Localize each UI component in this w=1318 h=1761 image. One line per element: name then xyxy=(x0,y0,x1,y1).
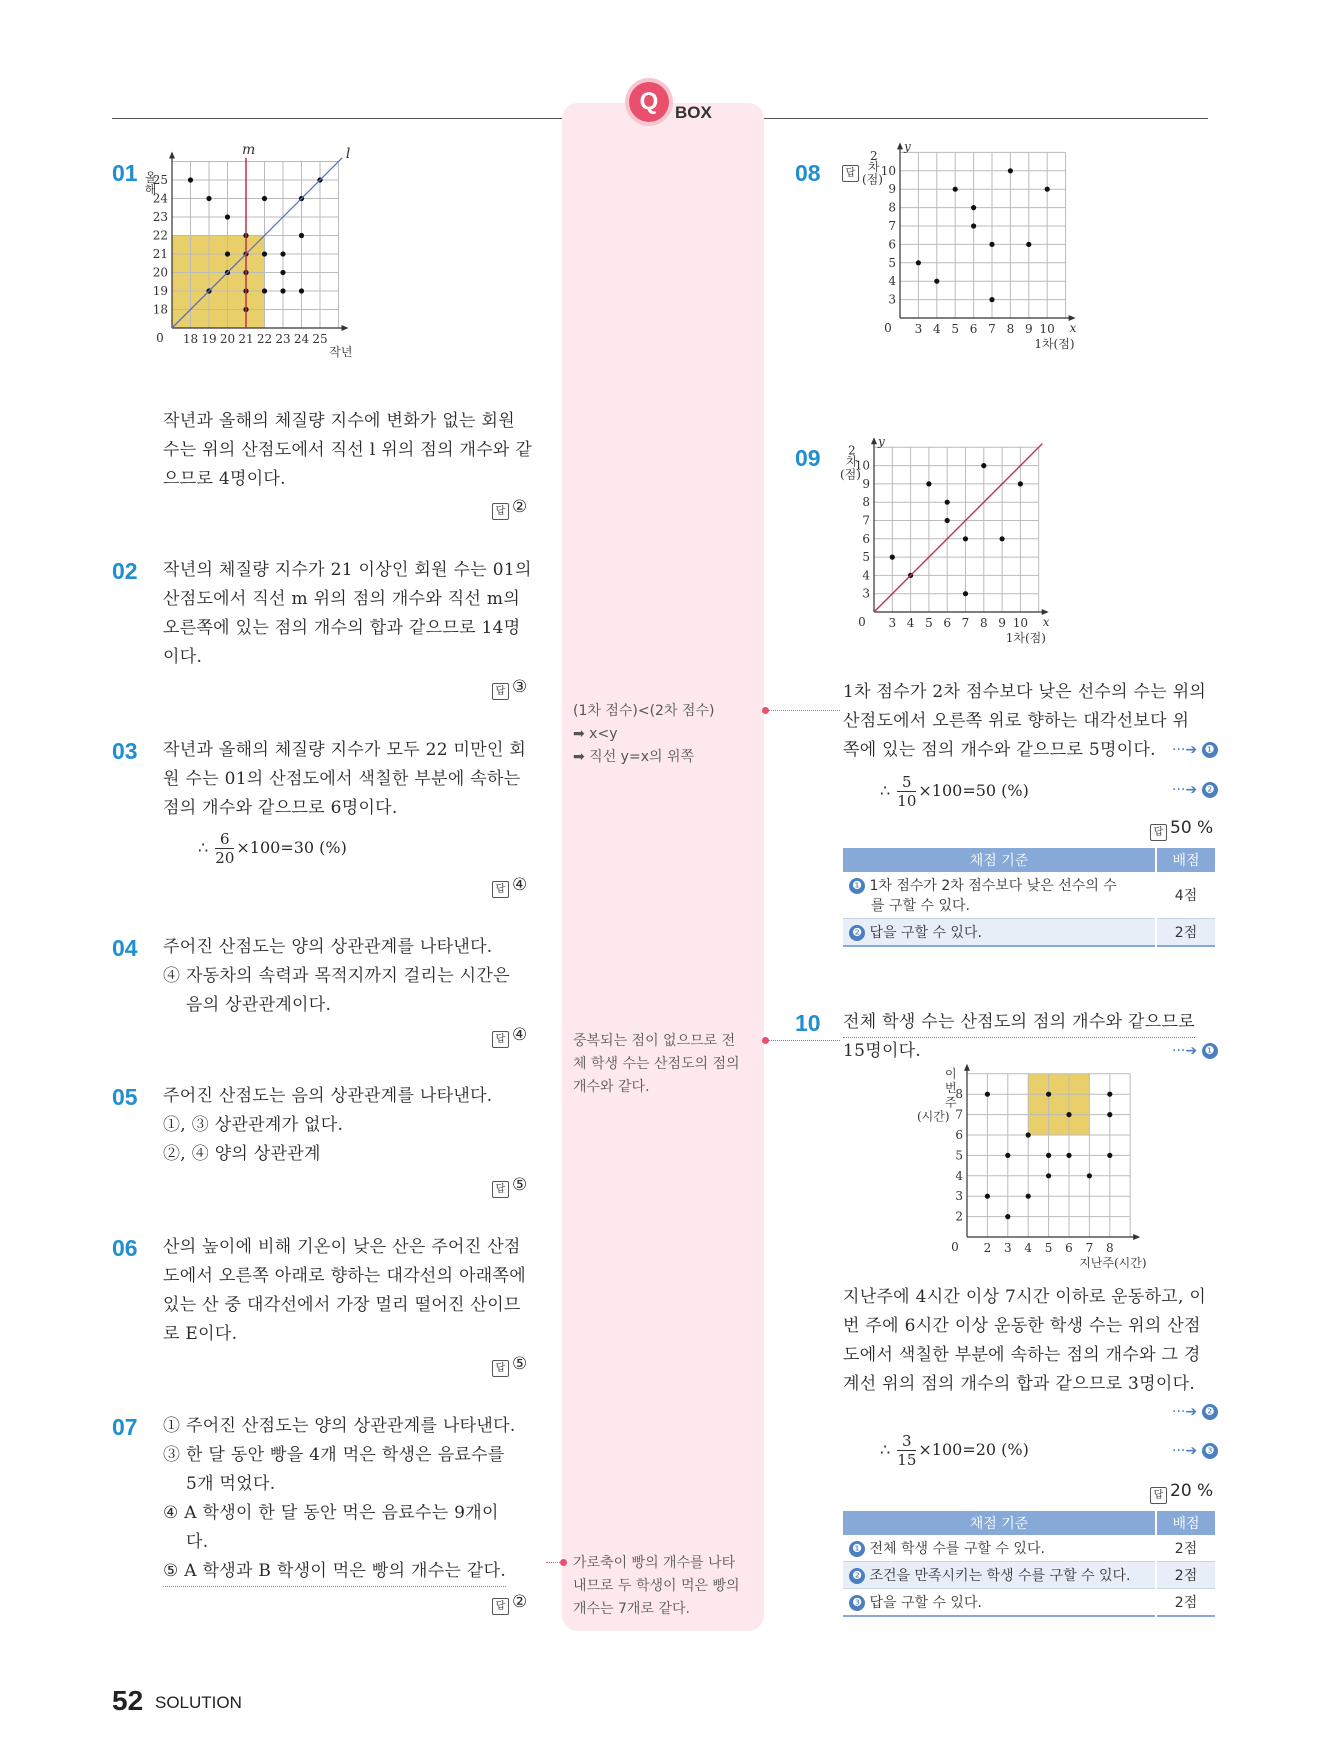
x-tick-label: 10 xyxy=(1039,322,1055,336)
x-axis-arrow-icon xyxy=(1133,1234,1140,1240)
data-point xyxy=(1018,481,1023,486)
y-tick-label: 6 xyxy=(955,1128,963,1142)
y-variable-label: y xyxy=(878,434,885,449)
y-tick-label: 21 xyxy=(152,247,168,261)
x-tick-label: 7 xyxy=(988,322,996,336)
qbox-q-badge: Q xyxy=(629,82,669,122)
problem-04-number: 04 xyxy=(112,935,138,961)
qbox-panel xyxy=(562,103,764,1631)
chart-01-scatter xyxy=(143,141,420,400)
x-tick-label: 4 xyxy=(906,616,915,630)
x-tick-label: 5 xyxy=(925,616,933,630)
score-table-10-row2-text: ❷ 조건을 만족시키는 학생 수를 구할 수 있다. xyxy=(843,1562,1156,1589)
y-axis-arrow-icon xyxy=(169,152,175,159)
problem-09-line2: 산점도에서 오른쪽 위로 향하는 대각선보다 위 xyxy=(843,711,1190,731)
qbox-note-2 xyxy=(573,1030,740,1099)
y-tick-label: 7 xyxy=(862,513,870,528)
problem-10-line3: 지난주에 4시간 이상 7시간 이하로 운동하고, 이 xyxy=(843,1287,1207,1307)
score-table-09-head-points: 배점 xyxy=(1156,848,1215,872)
data-point xyxy=(280,270,285,275)
x-axis-label: 1차(점) xyxy=(1034,337,1075,351)
problem-09-line3: 쪽에 있는 점의 개수와 같으므로 5명이다. xyxy=(843,740,1156,760)
y-tick-label: 7 xyxy=(888,219,896,233)
data-point xyxy=(989,297,994,302)
data-point xyxy=(1107,1092,1112,1097)
problem-07-line1: ① 주어진 산점도는 양의 상관관계를 나타낸다. xyxy=(163,1416,516,1436)
x-tick-label: 23 xyxy=(275,332,291,346)
y-tick-label: 22 xyxy=(152,228,168,243)
data-point xyxy=(945,500,950,505)
y-tick-label: 19 xyxy=(152,284,168,298)
y-tick-label: 2 xyxy=(955,1209,963,1224)
data-point xyxy=(1005,1153,1010,1158)
qbox-label: BOX xyxy=(675,103,712,122)
data-point xyxy=(971,205,976,210)
x-tick-label: 8 xyxy=(979,616,988,630)
answer-mark-icon: 답 xyxy=(492,1181,509,1198)
y-tick-label: 10 xyxy=(854,458,870,473)
data-point xyxy=(188,177,193,182)
x-tick-label: 18 xyxy=(182,332,199,346)
answer-mark-icon: 답 xyxy=(492,1031,509,1048)
data-point xyxy=(985,1194,990,1199)
qbox-note-2-line1: 중복되는 점이 없으므로 전 xyxy=(573,1033,736,1049)
data-point xyxy=(934,279,939,284)
problem-04-answer: 답 ④ xyxy=(492,1025,527,1048)
data-point xyxy=(1026,1132,1031,1137)
footer-label: SOLUTION xyxy=(155,1693,242,1712)
problem-10-step2-marker: ···➔ ❷ xyxy=(1172,1404,1218,1420)
data-point xyxy=(916,260,921,265)
qbox-note-1 xyxy=(573,700,714,769)
x-tick-label: 6 xyxy=(1065,1241,1073,1255)
chart-09-scatter xyxy=(832,434,1082,675)
problem-07-line2: ③ 한 달 동안 빵을 4개 먹은 학생은 음료수를 xyxy=(163,1445,505,1465)
y-axis-label-1: 이 xyxy=(945,1066,957,1081)
score-table-10-head-points: 배점 xyxy=(1156,1511,1215,1535)
y-tick-label: 8 xyxy=(955,1087,963,1102)
problem-07-line3: 5개 먹었다. xyxy=(186,1474,276,1494)
x-tick-label: 19 xyxy=(201,332,217,346)
problem-05-line1: 주어진 산점도는 음의 상관관계를 나타낸다. xyxy=(163,1086,493,1106)
shaded-region xyxy=(1028,1074,1089,1135)
y-tick-label: 4 xyxy=(955,1168,963,1183)
qbox-note-3-connector xyxy=(546,1562,560,1563)
data-point xyxy=(1107,1153,1112,1158)
score-table-09-head-criteria: 채점 기준 xyxy=(843,848,1156,872)
y-axis-arrow-icon xyxy=(871,437,877,444)
y-tick-label: 4 xyxy=(888,274,896,289)
header-rule-left xyxy=(112,118,564,119)
problem-07-line4: ④ A 학생이 한 달 동안 먹은 음료수는 9개이 xyxy=(163,1503,499,1523)
problem-10-line6: 계선 위의 점의 개수의 합과 같으므로 3명이다. xyxy=(843,1374,1196,1394)
problem-07-line6: ⑤ A 학생과 B 학생이 먹은 빵의 개수는 같다. xyxy=(163,1557,506,1587)
qbox-note-2-connector xyxy=(768,1040,840,1041)
data-point xyxy=(1107,1112,1112,1117)
x-tick-label: 10 xyxy=(1012,616,1029,630)
y-tick-label: 3 xyxy=(955,1189,963,1204)
data-point xyxy=(1026,242,1031,247)
problem-08-answer-mark-icon: 답 xyxy=(842,165,859,182)
y-tick-label: 3 xyxy=(862,586,870,601)
x-tick-label: 8 xyxy=(1006,322,1015,336)
problem-05-answer: 답 ⑤ xyxy=(492,1175,527,1198)
origin-label: 0 xyxy=(858,615,866,629)
y-axis-label-3: (점) xyxy=(840,467,861,482)
qbox-note-1-line1: (1차 점수)<(2차 점수) xyxy=(573,703,715,719)
origin-label: 0 xyxy=(884,321,892,335)
y-axis-label-3: (점) xyxy=(862,172,883,187)
y-tick-label: 9 xyxy=(888,182,896,197)
y-axis-label-3: 주 xyxy=(945,1095,957,1110)
x-tick-label: 7 xyxy=(961,616,970,630)
data-point xyxy=(299,233,304,238)
line-l-label: l xyxy=(345,146,351,163)
score-table-10-row1-points: 2점 xyxy=(1156,1535,1215,1562)
answer-mark-icon: 답 xyxy=(492,503,509,520)
x-tick-label: 25 xyxy=(312,332,328,346)
data-point xyxy=(262,288,267,293)
data-point xyxy=(945,518,950,523)
qbox-note-3 xyxy=(573,1552,740,1621)
y-axis-arrow-icon xyxy=(964,1064,970,1071)
data-point xyxy=(985,1092,990,1097)
x-tick-label: 6 xyxy=(943,616,952,630)
data-point xyxy=(225,251,230,256)
data-point xyxy=(1045,187,1050,192)
data-point xyxy=(1000,536,1005,541)
problem-05-number: 05 xyxy=(112,1084,138,1110)
problem-09-number: 09 xyxy=(795,445,821,471)
x-tick-label: 5 xyxy=(951,322,960,336)
score-table-10 xyxy=(843,1511,1215,1617)
y-variable-label: y xyxy=(904,139,911,154)
problem-10-line5: 도에서 색칠한 부분에 속하는 점의 개수와 그 경 xyxy=(843,1345,1201,1365)
problem-02-text: 작년의 체질량 지수가 21 이상인 회원 수는 01의 산점도에서 직선 m 위의 점의 개수와 직선 m의 오른쪽에 있는 점의 개수의 합과 같으므로 14명이다. xyxy=(163,560,532,667)
problem-06-number: 06 xyxy=(112,1235,138,1261)
x-axis-arrow-icon xyxy=(342,325,349,331)
data-point xyxy=(890,555,895,560)
answer-mark-icon: 답 xyxy=(492,1360,509,1377)
problem-02-answer: 답 ③ xyxy=(492,677,527,700)
problem-05-line2: ①, ③ 상관관계가 없다. xyxy=(163,1115,344,1135)
y-tick-label: 20 xyxy=(152,265,168,280)
data-point xyxy=(299,288,304,293)
answer-mark-icon: 답 xyxy=(1150,824,1167,841)
problem-10-line1: 전체 학생 수는 산점도의 점의 개수와 같으므로 xyxy=(843,1008,1195,1038)
data-point xyxy=(989,242,994,247)
problem-04-line2: ④ 자동차의 속력과 목적지까지 걸리는 시간은 xyxy=(163,966,510,986)
x-tick-label: 21 xyxy=(238,332,254,346)
score-table-10-row2-points: 2점 xyxy=(1156,1562,1215,1589)
data-point xyxy=(262,251,267,256)
y-tick-label: 3 xyxy=(888,292,896,307)
answer-mark-icon: 답 xyxy=(492,683,509,700)
data-point xyxy=(971,223,976,228)
y-axis-label-2: 번 xyxy=(945,1081,957,1096)
x-axis-label: 1차(점) xyxy=(1005,631,1046,645)
x-tick-label: 8 xyxy=(1105,1241,1114,1255)
y-tick-label: 8 xyxy=(862,495,870,510)
data-point xyxy=(1026,1194,1031,1199)
header-rule-right xyxy=(762,118,1208,119)
x-tick-label: 24 xyxy=(293,332,310,346)
y-tick-label: 6 xyxy=(888,237,896,252)
x-axis-label: 작년 xyxy=(329,345,353,359)
problem-09-line1: 1차 점수가 2차 점수보다 낮은 선수의 수는 위의 xyxy=(843,682,1207,702)
x-tick-label: 6 xyxy=(969,322,978,336)
x-tick-label: 5 xyxy=(1044,1241,1053,1255)
y-axis-label-1: 2 xyxy=(870,148,878,163)
problem-03-number: 03 xyxy=(112,738,138,764)
problem-04-line3: 음의 상관관계이다. xyxy=(186,995,332,1015)
y-tick-label: 18 xyxy=(152,302,168,317)
y-axis-label-2: 차 xyxy=(868,159,880,174)
x-tick-label: 4 xyxy=(932,322,941,336)
problem-09-step1-marker: ···➔ ❶ xyxy=(1172,742,1218,758)
problem-07-line5: 다. xyxy=(186,1532,209,1552)
data-point xyxy=(1066,1112,1071,1117)
problem-06-text: 산의 높이에 비해 기온이 낮은 산은 주어진 산점도에서 오른쪽 아래로 향하는 대각선의 아래쪽에 있는 산 중 대각선에서 가장 멀리 떨어진 산이므로 E이다. xyxy=(163,1237,526,1344)
y-tick-label: 5 xyxy=(955,1148,963,1163)
data-point xyxy=(225,214,230,219)
data-point xyxy=(280,288,285,293)
page-number: 52 xyxy=(112,1685,144,1716)
problem-01-text: 작년과 올해의 체질량 지수에 변화가 없는 회원 수는 위의 산점도에서 직선 l 위의 점의 개수와 같으므로 4명이다. xyxy=(163,411,533,489)
problem-04-line1: 주어진 산점도는 양의 상관관계를 나타낸다. xyxy=(163,937,493,957)
score-table-09-row1-text: ❶ 1차 점수가 2차 점수보다 낮은 선수의 수 를 구할 수 있다. xyxy=(843,872,1156,919)
data-point xyxy=(1046,1173,1051,1178)
y-tick-label: 9 xyxy=(862,476,870,491)
y-axis-label: 올해 xyxy=(143,170,157,195)
data-point xyxy=(963,591,968,596)
origin-label: 0 xyxy=(156,331,164,345)
x-tick-label: 9 xyxy=(998,616,1006,630)
x-tick-label: 4 xyxy=(1024,1241,1033,1255)
y-tick-label: 24 xyxy=(152,191,168,206)
data-point xyxy=(1005,1214,1010,1219)
problem-03-calc: ∴ $\frac{6}{20}$ ×100=30 (%) xyxy=(198,830,347,867)
problem-10-line4: 번 주에 6시간 이상 운동한 학생 수는 위의 산점 xyxy=(843,1316,1201,1336)
problem-03-answer: 답 ④ xyxy=(492,875,527,898)
data-point xyxy=(926,481,931,486)
diagonal-line xyxy=(874,444,1042,612)
x-tick-label: 7 xyxy=(1085,1241,1094,1255)
problem-03-text: 작년과 올해의 체질량 지수가 모두 22 미만인 회원 수는 01의 산점도에서 색칠한 부분에 속하는 점의 개수와 같으므로 6명이다. xyxy=(163,740,527,818)
data-point xyxy=(1087,1173,1092,1178)
problem-10-calc: ∴ $\frac{3}{15}$ ×100=20 (%) xyxy=(880,1432,1029,1469)
x-tick-label: 3 xyxy=(914,322,923,336)
qbox-note-2-line3: 개수와 같다. xyxy=(573,1079,650,1095)
data-point xyxy=(981,463,986,468)
problem-08-number: 08 xyxy=(795,160,821,186)
data-point xyxy=(280,251,285,256)
qbox-note-3-connector-dot xyxy=(560,1559,567,1566)
data-point xyxy=(953,187,958,192)
qbox-note-1-line3: ➡ 직선 y=x의 위쪽 xyxy=(573,749,695,765)
score-table-09 xyxy=(843,848,1215,947)
origin-label: 0 xyxy=(951,1240,959,1254)
score-table-10-row3-points: 2점 xyxy=(1156,1589,1215,1617)
answer-mark-icon: 답 xyxy=(492,881,509,898)
y-axis-label-4: (시간) xyxy=(917,1109,950,1124)
data-point xyxy=(206,196,211,201)
data-point xyxy=(1066,1153,1071,1158)
score-table-10-row3-text: ❸ 답을 구할 수 있다. xyxy=(843,1589,1156,1617)
x-tick-label: 20 xyxy=(219,332,236,346)
line-m-label: m xyxy=(242,141,256,158)
data-point xyxy=(1008,168,1013,173)
x-tick-label: 22 xyxy=(256,332,273,346)
score-table-10-row1-text: ❶ 전체 학생 수를 구할 수 있다. xyxy=(843,1535,1156,1562)
y-tick-label: 10 xyxy=(880,163,896,178)
data-point xyxy=(262,196,267,201)
problem-01-number: 01 xyxy=(112,160,138,186)
chart-10-scatter xyxy=(915,1065,1147,1275)
x-axis-label: 지난주(시간) xyxy=(1079,1256,1147,1270)
y-tick-label: 5 xyxy=(862,550,870,565)
score-table-10-head-criteria: 채점 기준 xyxy=(843,1511,1156,1535)
qbox-note-1-connector xyxy=(768,710,840,711)
qbox-note-3-line2: 내므로 두 학생이 먹은 빵의 xyxy=(573,1578,740,1594)
problem-09-answer: 답 50 % xyxy=(1150,818,1213,841)
x-tick-label: 3 xyxy=(888,616,897,630)
x-variable-label: x xyxy=(1069,321,1077,335)
score-table-09-row2-text: ❷ 답을 구할 수 있다. xyxy=(843,919,1156,947)
problem-09-step2-marker: ···➔ ❷ xyxy=(1172,782,1218,798)
problem-10-step3-marker: ···➔ ❸ xyxy=(1172,1443,1218,1459)
x-tick-label: 3 xyxy=(1003,1241,1012,1255)
y-axis-label-1: 2 xyxy=(848,443,856,458)
qbox-note-3-line1: 가로축이 빵의 개수를 나타 xyxy=(573,1555,736,1571)
x-tick-label: 2 xyxy=(983,1241,992,1255)
x-variable-label: x xyxy=(1042,615,1050,629)
y-tick-label: 6 xyxy=(862,531,870,546)
x-tick-label: 9 xyxy=(1024,322,1033,336)
data-point xyxy=(963,536,968,541)
y-tick-label: 25 xyxy=(152,173,168,187)
qbox-note-3-line3: 개수는 7개로 같다. xyxy=(573,1601,690,1617)
problem-05-line3: ②, ④ 양의 상관관계 xyxy=(163,1144,321,1164)
score-table-09-row2-points: 2점 xyxy=(1156,919,1215,947)
answer-mark-icon: 답 xyxy=(1150,1487,1167,1504)
problem-07-number: 07 xyxy=(112,1414,138,1440)
chart-08-scatter xyxy=(860,139,1100,390)
problem-07-answer: 답 ② xyxy=(492,1592,527,1615)
qbox-note-1-line2: ➡ x<y xyxy=(573,726,618,742)
problem-10-answer: 답 20 % xyxy=(1150,1481,1213,1504)
problem-01-answer: 답 ② xyxy=(492,497,527,520)
y-tick-label: 7 xyxy=(955,1107,963,1122)
qbox-note-2-line2: 체 학생 수는 산점도의 점의 xyxy=(573,1056,740,1072)
y-axis-label-2: 차 xyxy=(846,454,858,469)
score-table-09-row1-points: 4점 xyxy=(1156,872,1215,919)
problem-02-number: 02 xyxy=(112,558,138,584)
y-tick-label: 5 xyxy=(888,255,896,270)
problem-10-step1-marker: ···➔ ❶ xyxy=(1172,1043,1218,1059)
y-axis-arrow-icon xyxy=(897,142,903,149)
y-tick-label: 8 xyxy=(888,200,896,215)
problem-10-line2: 15명이다. xyxy=(843,1041,922,1061)
data-point xyxy=(1046,1092,1051,1097)
problem-09-calc: ∴ $\frac{5}{10}$ ×100=50 (%) xyxy=(880,773,1029,810)
y-tick-label: 23 xyxy=(152,210,168,224)
answer-mark-icon: 답 xyxy=(492,1598,509,1615)
problem-06-answer: 답 ⑤ xyxy=(492,1354,527,1377)
data-point xyxy=(1046,1153,1051,1158)
problem-10-number: 10 xyxy=(795,1010,821,1036)
y-tick-label: 4 xyxy=(862,568,870,583)
